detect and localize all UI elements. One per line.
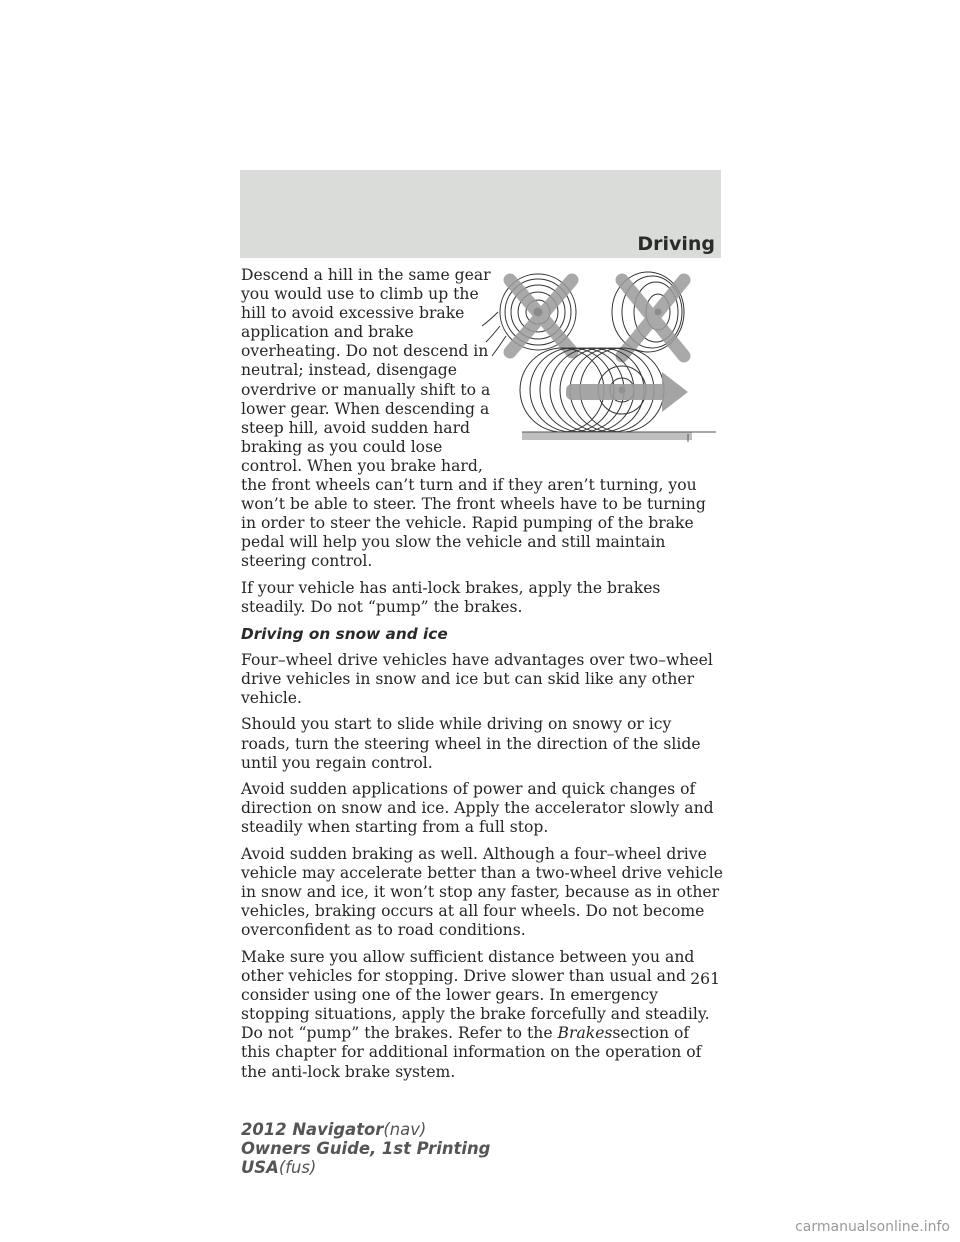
paragraph-avoid-sudden-power: Avoid sudden applications of power and quick changes of direction on snow and ice. Apply the accelerator slowly and steadily when starting from a full stop. xyxy=(241,780,714,837)
section-header-band xyxy=(240,170,721,258)
paragraph-stopping-distance-text: Make sure you allow sufficient distance between you and other vehicles for stopping. Drive slower than usual and consider using one of the lower gears. In emergency stopping situations, apply the brake forcefully and steadily. Do not “pump” the brakes. Refer to the xyxy=(241,948,710,1043)
paragraph-stopping-distance xyxy=(241,948,723,1082)
watermark: carmanualsonline.info xyxy=(795,1219,950,1235)
footer-model: 2012 Navigator xyxy=(241,1120,384,1139)
figure-float-spacer xyxy=(491,266,723,457)
paragraph-slide-recovery: Should you start to slide while driving on snowy or icy roads, turn the steering wheel in the direction of the slide until you regain control. xyxy=(241,715,701,772)
paragraph-stopping-distance-tail: section of this chapter for additional information on the operation of the anti-lock brake system. xyxy=(241,1024,702,1081)
page-number: 261 xyxy=(690,970,720,988)
paragraph-avoid-sudden-braking: Avoid sudden braking as well. Although a four–wheel drive vehicle may accelerate better than a two-wheel drive vehicle in snow and ice, it won’t stop any faster, because as in other vehicles, braking occurs at all four wheels. Do not become overconfident as to road conditions. xyxy=(241,845,723,940)
paragraph-four-wheel-drive: Four–wheel drive vehicles have advantages over two–wheel drive vehicles in snow and ice but can skid like any other vehicle. xyxy=(241,650,713,707)
page-content xyxy=(241,266,723,1089)
footer-market-code: (fus) xyxy=(278,1158,317,1178)
heading-driving-on-snow-and-ice: Driving on snow and ice xyxy=(241,624,448,643)
section-title: Driving xyxy=(637,233,715,255)
footer-guide-edition: Owners Guide, 1st Printing xyxy=(241,1139,491,1159)
footer-line-model xyxy=(241,1120,490,1139)
document-footer xyxy=(241,1120,490,1178)
paragraph-anti-lock-brakes: If your vehicle has anti-lock brakes, apply the brakes steadily. Do not “pump” the brakes. xyxy=(241,579,661,617)
paragraph-descending-hills: Descend a hill in the same gear you would use to climb up the hill to avoid excessive brake application and brake overheating. Do not descend in neutral; instead, disengage overdrive or manually shift to a lower gear. When descending a steep hill, avoid sudden hard braking as you could lose control. When you brake hard, the front wheels can’t turn and if they aren’t turning, you won’t be able to steer. The front wheels have to be turning in order to steer the vehicle. Rapid pumping of the brake pedal will help you slow the vehicle and still maintain steering control. xyxy=(241,266,706,571)
footer-market: USA xyxy=(241,1158,279,1178)
brakes-section-reference: Brakes xyxy=(557,1024,613,1043)
footer-model-code: (nav) xyxy=(383,1120,427,1139)
footer-line-market xyxy=(241,1158,490,1177)
